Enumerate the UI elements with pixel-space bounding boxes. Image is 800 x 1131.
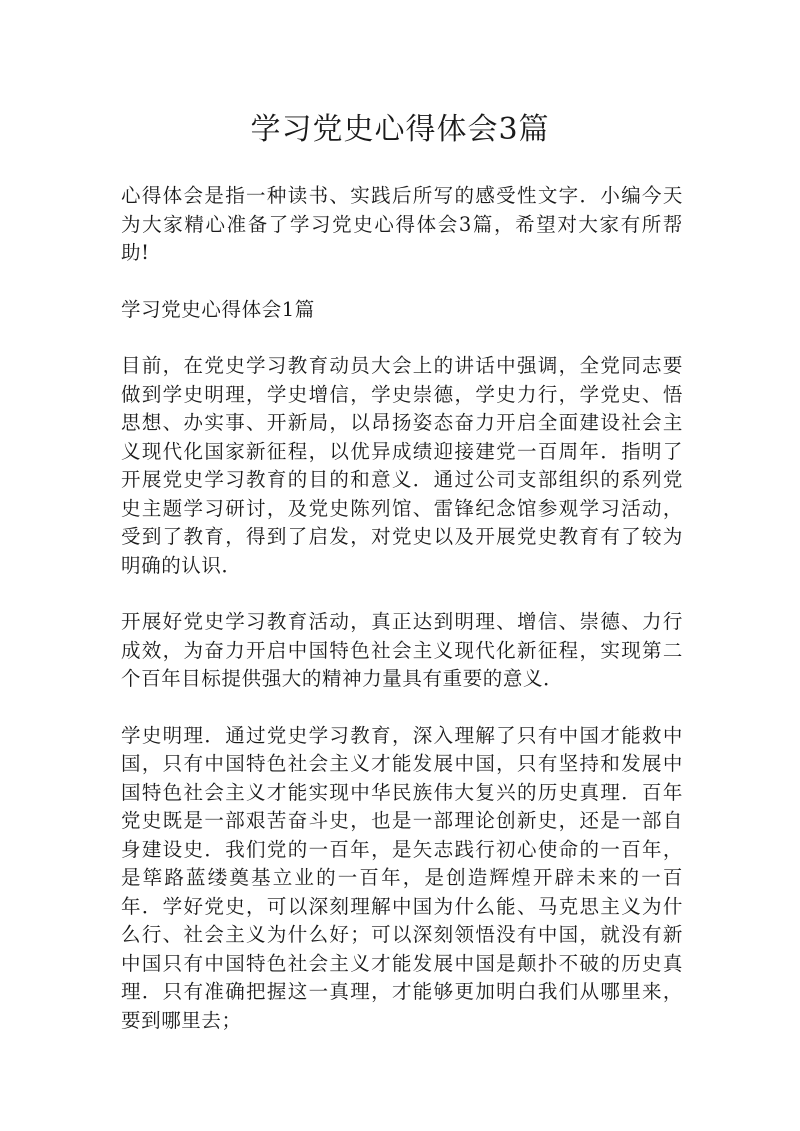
document-title: 学习党史心得体会3篇 [250,112,550,147]
intro-paragraph: 心得体会是指一种读书、实践后所写的感受性文字．小编今天为大家精心准备了学习党史心得体会3篇，希望对大家有所帮助! [121,184,683,264]
document-body [121,182,683,1063]
body-paragraph-3: 学史明理．通过党史学习教育，深入理解了只有中国才能救中国，只有中国特色社会主义才能发展中国，只有坚持和发展中国特色社会主义才能实现中华民族伟大复兴的历史真理．百年党史既是一部艰苦奋斗史，也是一部理论创新史，还是一部自身建设史．我们党的一百年，是矢志践行初心使命的一百年，是筚路蓝缕奠基立业的一百年，是创造辉煌开辟未来的一百年．学好党史，可以深刻理解中国为什么能、马克思主义为什么行、社会主义为什么好；可以深刻领悟没有中国，就没有新中国只有中国特色社会主义才能发展中国是颠扑不破的历史真理．只有准确把握这一真理，才能够更加明白我们从哪里来，要到哪里去； [121,723,683,1032]
section-heading: 学习党史心得体会1篇 [121,297,315,321]
body-paragraph-2: 开展好党史学习教育活动，真正达到明理、增信、崇德、力行成效，为奋力开启中国特色社会主义现代化新征程，实现第二个百年目标提供强大的精神力量具有重要的意义． [121,610,683,690]
body-paragraph-1: 目前，在党史学习教育动员大会上的讲话中强调，全党同志要做到学史明理，学史增信，学史崇德，学史力行，学党史、悟思想、办实事、开新局，以昂扬姿态奋力开启全面建设社会主义现代化国家新征程，以优异成绩迎接建党一百周年．指明了开展党史学习教育的目的和意义．通过公司支部组织的系列党史主题学习研讨，及党史陈列馆、雷锋纪念馆参观学习活动，受到了教育，得到了启发，对党史以及开展党史教育有了较为明确的认识． [121,354,683,577]
